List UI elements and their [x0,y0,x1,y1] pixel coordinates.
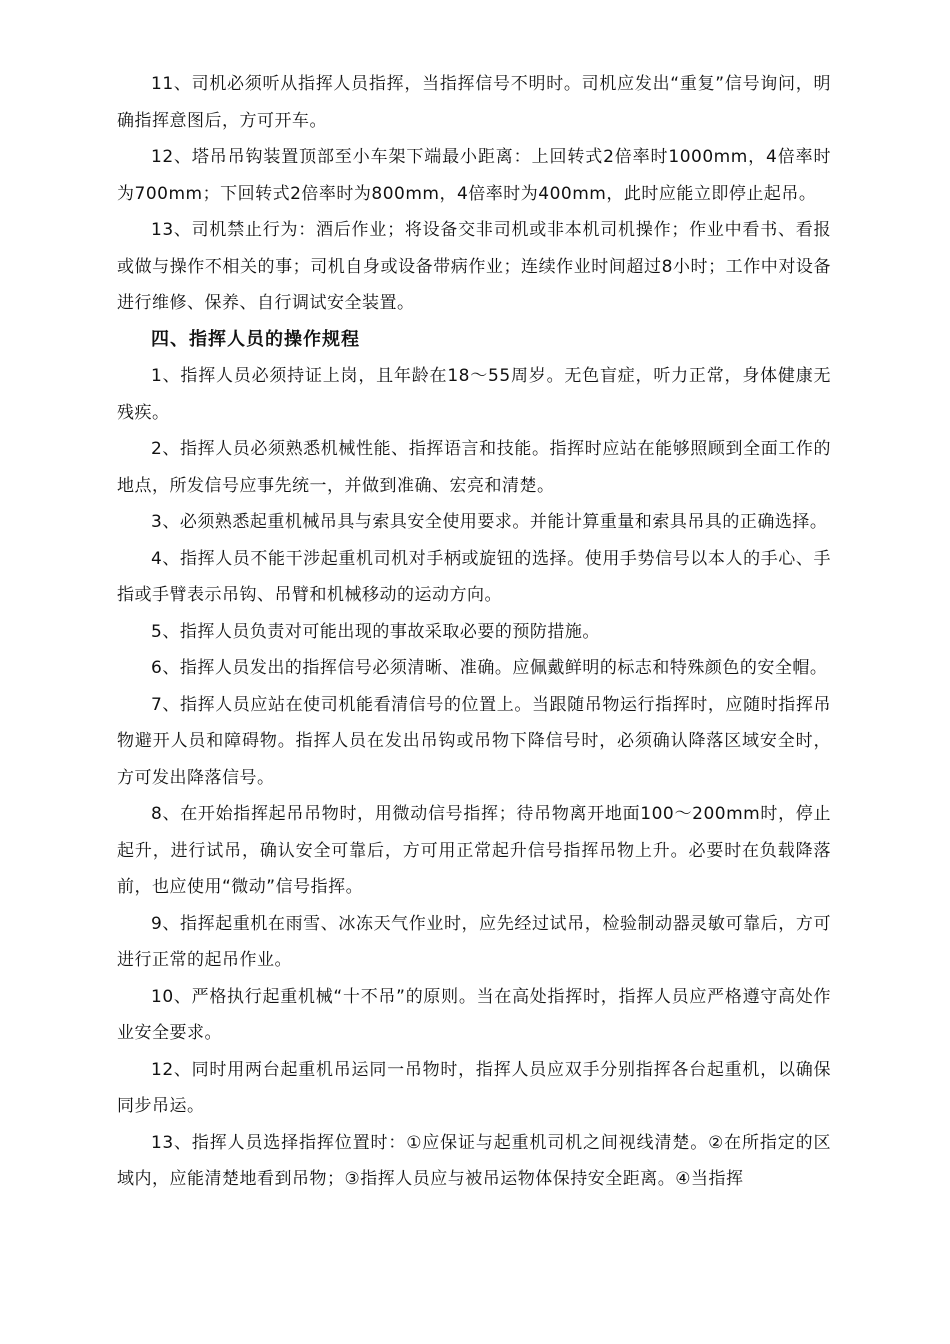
paragraph-4-3: 3、必须熟悉起重机械吊具与索具安全使用要求。并能计算重量和索具吊具的正确选择。 [151,512,828,532]
paragraph-4-7: 7、指挥人员应站在使司机能看清信号的位置上。当跟随吊物运行指挥时，应随时指挥吊物避开人员和障碍物。指挥人员在发出吊钩或吊物下降信号时，必须确认降落区域安全时，方可发出降落信号。 [117,694,831,788]
paragraph-4-12: 12、同时用两台起重机吊运同一吊物时，指挥人员应双手分别指挥各台起重机，以确保同步吊运。 [117,1059,831,1116]
document-page [117,66,831,1198]
paragraph-3-13: 13、司机禁止行为：酒后作业；将设备交非司机或非本机司机操作；作业中看书、看报或做与操作不相关的事；司机自身或设备带病作业；连续作业时间超过8小时；工作中对设备进行维修、保养、自行调试安全装置。 [117,220,831,313]
section-four-heading: 四、指挥人员的操作规程 [151,328,360,350]
paragraph-4-8: 8、在开始指挥起吊吊物时，用微动信号指挥；待吊物离开地面100～200mm时，停止起升，进行试吊，确认安全可靠后，方可用正常起升信号指挥吊物上升。必要时在负载降落前，也应使用“微动”信号指挥。 [117,804,831,897]
paragraph-4-2: 2、指挥人员必须熟悉机械性能、指挥语言和技能。指挥时应站在能够照顾到全面工作的地点，所发信号应事先统一，并做到准确、宏亮和清楚。 [117,439,831,496]
paragraph-4-1: 1、指挥人员必须持证上岗，且年龄在18～55周岁。无色盲症，听力正常，身体健康无残疾。 [117,366,831,423]
paragraph-4-4: 4、指挥人员不能干涉起重机司机对手柄或旋钮的选择。使用手势信号以本人的手心、手指或手臂表示吊钩、吊臂和机械移动的运动方向。 [117,548,831,605]
paragraph-4-6: 6、指挥人员发出的指挥信号必须清晰、准确。应佩戴鲜明的标志和特殊颜色的安全帽。 [151,658,828,678]
paragraph-4-9: 9、指挥起重机在雨雪、冰冻天气作业时，应先经过试吊，检验制动器灵敏可靠后，方可进行正常的起吊作业。 [117,913,831,970]
paragraph-4-5: 5、指挥人员负责对可能出现的事故采取必要的预防措施。 [151,621,600,642]
paragraph-4-10: 10、严格执行起重机械“十不吊”的原则。当在高处指挥时，指挥人员应严格遵守高处作业安全要求。 [117,986,831,1043]
paragraph-4-13: 13、指挥人员选择指挥位置时：①应保证与起重机司机之间视线清楚。②在所指定的区域内，应能清楚地看到吊物；③指挥人员应与被吊运物体保持安全距离。④当指挥 [117,1132,831,1189]
paragraph-3-12: 12、塔吊吊钩装置顶部至小车架下端最小距离：上回转式2倍率时1000mm，4倍率时为700mm；下回转式2倍率时为800mm，4倍率时为400mm，此时应能立即停止起吊。 [117,147,831,204]
paragraph-3-11: 11、司机必须听从指挥人员指挥，当指挥信号不明时。司机应发出“重复”信号询问，明确指挥意图后，方可开车。 [117,74,831,131]
